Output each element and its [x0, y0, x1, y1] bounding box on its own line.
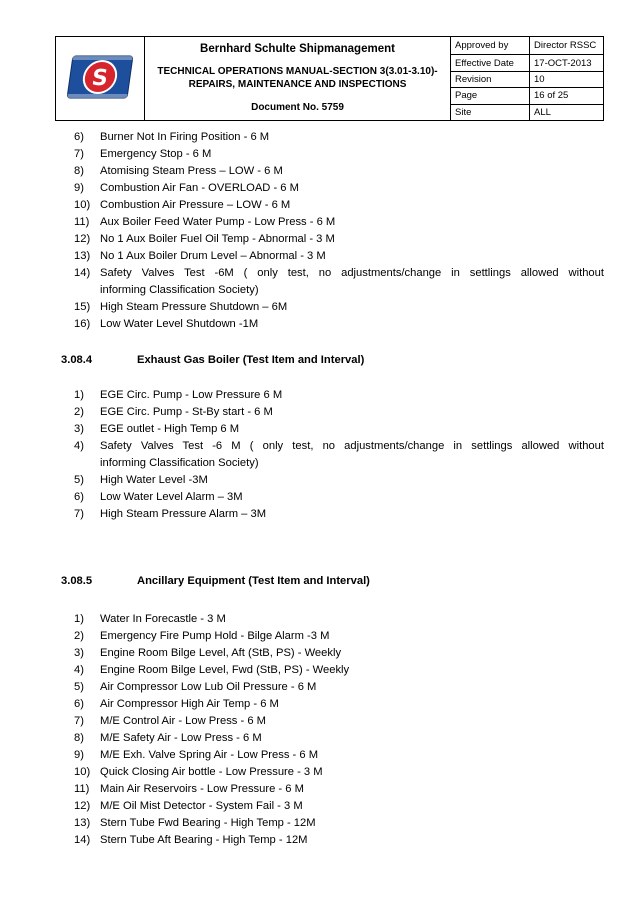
manual-title: TECHNICAL OPERATIONS MANUAL-SECTION 3(3.01-3.10)- REPAIRS, MAINTENANCE AND INSPECTIONS — [157, 65, 438, 90]
item-text: M/E Control Air - Low Press - 6 M — [100, 715, 266, 727]
item-text: Aux Boiler Feed Water Pump - Low Press - 6 M — [100, 216, 336, 228]
item-number: 4) — [74, 440, 84, 452]
list-item — [74, 611, 604, 628]
item-text: High Steam Pressure Shutdown – 6M — [100, 301, 288, 313]
list-item — [74, 248, 604, 265]
list-item — [74, 713, 604, 730]
item-number: 10) — [74, 766, 91, 778]
meta-label: Effective Date — [451, 55, 530, 71]
list-item — [74, 781, 604, 798]
item-text: Quick Closing Air bottle - Low Pressure - 3 M — [100, 766, 323, 778]
item-number: 13) — [74, 817, 91, 829]
item-number: 5) — [74, 681, 84, 693]
item-text: Emergency Stop - 6 M — [100, 148, 212, 160]
exhaust-gas-boiler-list — [74, 387, 604, 523]
item-text: Safety Valves Test -6 M ( only test, no adjustments/change in settlings allowed without — [100, 440, 604, 452]
boiler-test-list — [74, 129, 604, 333]
item-text: High Steam Pressure Alarm – 3M — [100, 508, 267, 520]
item-number: 1) — [74, 389, 84, 401]
item-text: EGE outlet - High Temp 6 M — [100, 423, 240, 435]
section-heading — [61, 575, 370, 587]
list-item — [74, 387, 604, 404]
section-title: Ancillary Equipment (Test Item and Interval) — [137, 575, 370, 587]
item-text: M/E Oil Mist Detector - System Fail - 3 M — [100, 800, 303, 812]
item-number: 3) — [74, 423, 84, 435]
item-text: M/E Safety Air - Low Press - 6 M — [100, 732, 262, 744]
list-item — [74, 747, 604, 764]
item-number: 2) — [74, 406, 84, 418]
meta-label: Revision — [451, 71, 530, 87]
meta-value: 10 — [530, 71, 604, 87]
item-number: 7) — [74, 508, 84, 520]
item-text: Combustion Air Pressure – LOW - 6 M — [100, 199, 291, 211]
section-number: 3.08.5 — [61, 575, 93, 587]
list-item — [74, 438, 604, 472]
list-item — [74, 628, 604, 645]
document-number: Document No. 5759 — [251, 101, 344, 113]
item-text: EGE Circ. Pump - St-By start - 6 M — [100, 406, 273, 418]
item-number: 14) — [74, 834, 91, 846]
meta-value: 16 of 25 — [530, 88, 604, 104]
document-header — [55, 36, 604, 121]
item-number: 15) — [74, 301, 91, 313]
item-number: 7) — [74, 148, 84, 160]
list-item — [74, 679, 604, 696]
item-number: 11) — [74, 783, 90, 795]
item-number: 8) — [74, 165, 84, 177]
list-item — [74, 197, 604, 214]
item-number: 3) — [74, 647, 84, 659]
section-title: Exhaust Gas Boiler (Test Item and Interval) — [137, 354, 365, 366]
item-text: Combustion Air Fan - OVERLOAD - 6 M — [100, 182, 299, 194]
company-logo — [56, 37, 144, 117]
list-item — [74, 299, 604, 316]
item-number: 1) — [74, 613, 84, 625]
item-text: Air Compressor Low Lub Oil Pressure - 6 M — [100, 681, 317, 693]
list-item — [74, 214, 604, 231]
item-text: Engine Room Bilge Level, Fwd (StB, PS) - Weekly — [100, 664, 350, 676]
item-text: High Water Level -3M — [100, 474, 208, 486]
item-number: 6) — [74, 698, 84, 710]
list-item — [74, 421, 604, 438]
list-item — [74, 163, 604, 180]
item-number: 9) — [74, 749, 84, 761]
item-text-continued: informing Classification Society) — [100, 284, 259, 296]
item-text: Burner Not In Firing Position - 6 M — [100, 131, 270, 143]
title-cell — [145, 37, 451, 121]
meta-value: ALL — [530, 104, 604, 120]
item-text: Stern Tube Aft Bearing - High Temp - 12M — [100, 834, 308, 846]
list-item — [74, 798, 604, 815]
list-item — [74, 696, 604, 713]
item-text-continued: informing Classification Society) — [100, 457, 259, 469]
list-item — [74, 316, 604, 333]
list-item — [74, 180, 604, 197]
list-item — [74, 146, 604, 163]
section-number: 3.08.4 — [61, 354, 93, 366]
item-number: 13) — [74, 250, 91, 262]
item-text: Atomising Steam Press – LOW - 6 M — [100, 165, 283, 177]
list-item — [74, 489, 604, 506]
item-text: Low Water Level Shutdown -1M — [100, 318, 259, 330]
item-number: 6) — [74, 491, 84, 503]
item-number: 9) — [74, 182, 84, 194]
item-text: EGE Circ. Pump - Low Pressure 6 M — [100, 389, 283, 401]
list-item — [74, 129, 604, 146]
item-number: 12) — [74, 800, 91, 812]
logo-letter: S — [90, 65, 110, 91]
item-number: 6) — [74, 131, 84, 143]
list-item — [74, 404, 604, 421]
item-number: 7) — [74, 715, 84, 727]
section-heading — [61, 354, 365, 366]
item-number: 5) — [74, 474, 84, 486]
item-text: Main Air Reservoirs - Low Pressure - 6 M — [100, 783, 304, 795]
list-item — [74, 815, 604, 832]
meta-value: 17-OCT-2013 — [530, 55, 604, 71]
meta-label: Page — [451, 88, 530, 104]
item-text: Safety Valves Test -6M ( only test, no adjustments/change in settlings allowed without — [100, 267, 604, 279]
item-number: 16) — [74, 318, 91, 330]
meta-value: Director RSSC — [530, 37, 604, 55]
item-text: No 1 Aux Boiler Fuel Oil Temp - Abnormal - 3 M — [100, 233, 335, 245]
item-text: Stern Tube Fwd Bearing - High Temp - 12M — [100, 817, 316, 829]
ancillary-equipment-list — [74, 611, 604, 849]
list-item — [74, 265, 604, 299]
list-item — [74, 832, 604, 849]
company-name: Bernhard Schulte Shipmanagement — [200, 42, 395, 55]
list-item — [74, 231, 604, 248]
item-number: 14) — [74, 267, 91, 279]
item-text: M/E Exh. Valve Spring Air - Low Press - 6 M — [100, 749, 319, 761]
list-item — [74, 764, 604, 781]
item-text: Air Compressor High Air Temp - 6 M — [100, 698, 279, 710]
item-number: 8) — [74, 732, 84, 744]
item-text: Water In Forecastle - 3 M — [100, 613, 226, 625]
item-number: 10) — [74, 199, 91, 211]
list-item — [74, 645, 604, 662]
item-number: 2) — [74, 630, 84, 642]
list-item — [74, 472, 604, 489]
item-number: 11) — [74, 216, 90, 228]
meta-label: Approved by — [451, 37, 530, 55]
list-item — [74, 662, 604, 679]
logo-cell — [56, 37, 145, 121]
item-text: Low Water Level Alarm – 3M — [100, 491, 243, 503]
item-number: 12) — [74, 233, 91, 245]
list-item — [74, 506, 604, 523]
item-text: Engine Room Bilge Level, Aft (StB, PS) - Weekly — [100, 647, 342, 659]
item-number: 4) — [74, 664, 84, 676]
list-item — [74, 730, 604, 747]
item-text: No 1 Aux Boiler Drum Level – Abnormal - 3 M — [100, 250, 326, 262]
meta-label: Site — [451, 104, 530, 120]
item-text: Emergency Fire Pump Hold - Bilge Alarm -3 M — [100, 630, 330, 642]
